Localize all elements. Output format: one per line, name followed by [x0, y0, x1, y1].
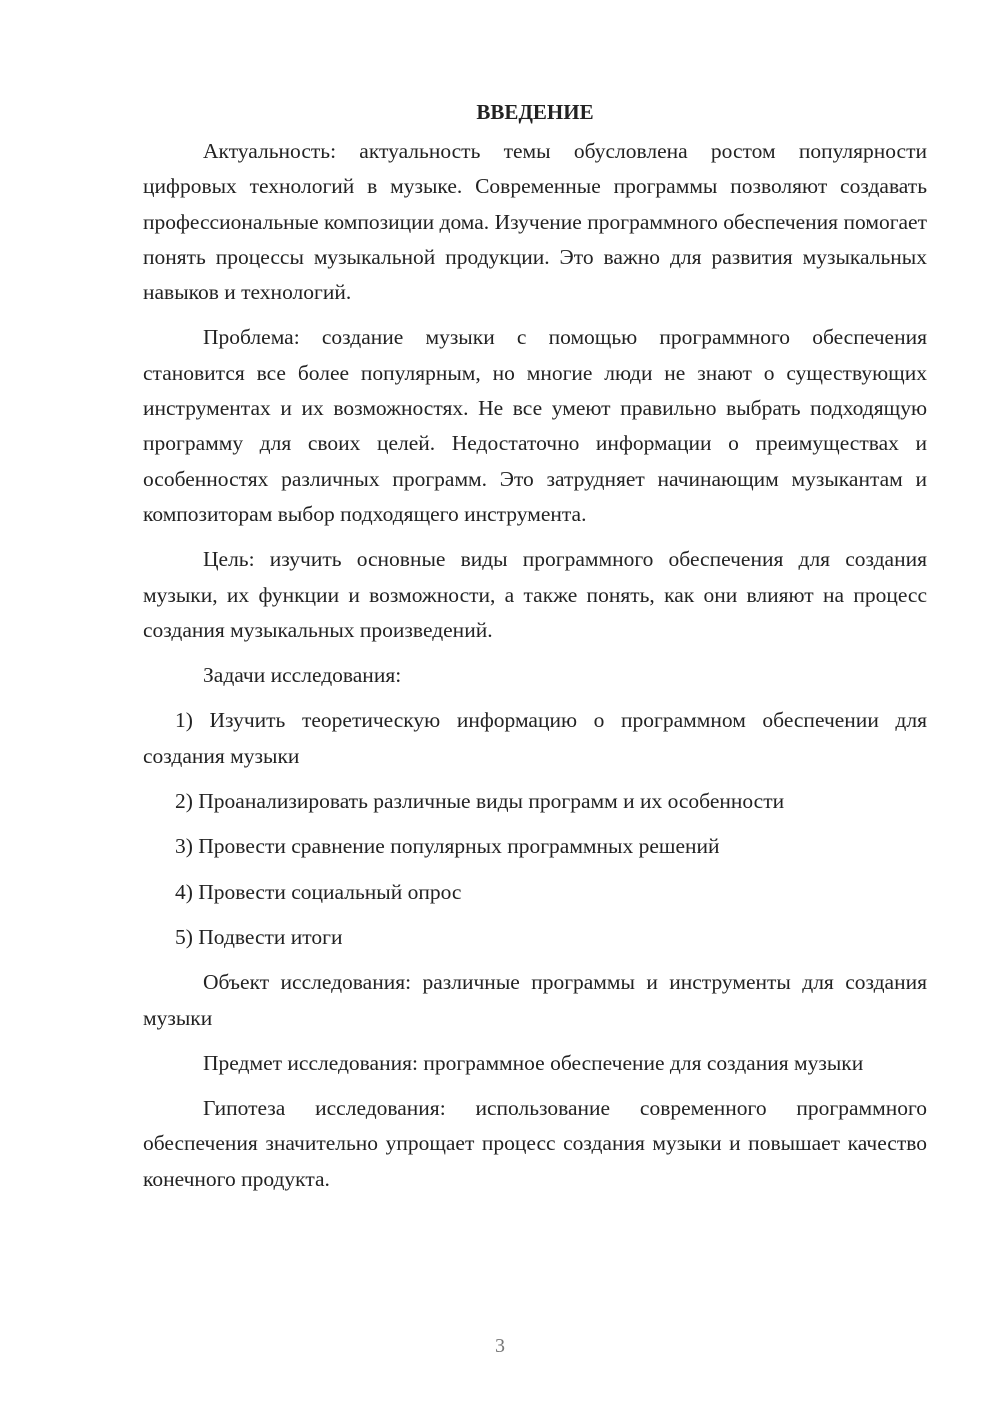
goal-paragraph: Цель: изучить основные виды программного обеспечения для создания музыки, их функции и возможности, а также понять, как они влияют на процесс создания музыкальных произведений.: [143, 547, 927, 642]
problem-paragraph: Проблема: создание музыки с помощью программного обеспечения становится все более популярным, но многие люди не знают о существующих инструментах и их возможностях. Не все умеют правильно выбрать подходящую программу для своих целей. Недостаточно информации о преимуществах и особенностях различных программ. Это затрудняет начинающим музыкантам и композиторам выбор подходящего инструмента.: [143, 325, 927, 526]
tasks-heading: Задачи исследования:: [203, 663, 402, 688]
list-item: 1) Изучить теоретическую информацию о программном обеспечении для создания музыки: [143, 708, 927, 768]
list-item: 5) Подвести итоги: [175, 924, 343, 949]
list-item: 2) Проанализировать различные виды программ и их особенности: [175, 789, 785, 814]
list-item: 4) Провести социальный опрос: [175, 879, 462, 904]
relevance-paragraph: Актуальность: актуальность темы обусловлена ростом популярности цифровых технологий в музыке. Современные программы позволяют создавать профессиональные композиции дома. Изучение программного обеспечения помогает понять процессы музыкальной продукции. Это важно для развития музыкальных навыков и технологий.: [143, 139, 927, 305]
tasks-list: [143, 703, 927, 955]
page-title: ВВЕДЕНИЕ: [476, 100, 594, 124]
subject-paragraph: Предмет исследования: программное обеспечение для создания музыки: [203, 1050, 864, 1075]
document-body: [143, 96, 927, 1207]
hypothesis-paragraph: Гипотеза исследования: использование современного программного обеспечения значительно упрощает процесс создания музыки и повышает качество конечного продукта.: [143, 1096, 927, 1191]
list-item: 3) Провести сравнение популярных программных решений: [175, 834, 720, 859]
object-paragraph: Объект исследования: различные программы и инструменты для создания музыки: [143, 970, 927, 1030]
page-number: 3: [495, 1335, 505, 1357]
